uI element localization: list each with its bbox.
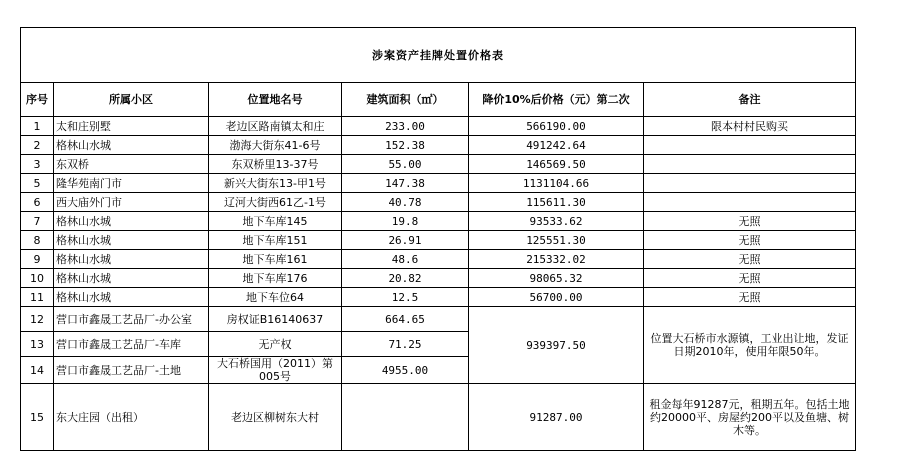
address-cell: 渤海大街东41-6号 [209,136,342,155]
area-cell: 20.82 [342,269,469,288]
row-number: 13 [21,332,54,357]
community-cell: 太和庄别墅 [54,117,209,136]
note-cell: 限本村村民购买 [644,117,856,136]
area-cell: 48.6 [342,250,469,269]
note-cell: 无照 [644,212,856,231]
price-cell: 146569.50 [469,155,644,174]
address-cell: 东双桥里13-37号 [209,155,342,174]
price-cell: 215332.02 [469,250,644,269]
price-table [20,27,856,451]
area-cell: 152.38 [342,136,469,155]
header-cell: 降价10%后价格（元）第二次 [469,83,644,117]
note-cell: 无照 [644,250,856,269]
row-number: 11 [21,288,54,307]
community-cell: 营口市鑫晟工艺品厂-办公室 [54,307,209,332]
header-cell: 位置地名号 [209,83,342,117]
row-number: 2 [21,136,54,155]
note-cell: 无照 [644,269,856,288]
header-cell: 所属小区 [54,83,209,117]
table-row [21,212,856,231]
header-cell: 序号 [21,83,54,117]
row-number: 8 [21,231,54,250]
row-number: 3 [21,155,54,174]
price-cell: 939397.50 [469,307,644,384]
address-cell: 地下车库161 [209,250,342,269]
address-cell: 地下车库151 [209,231,342,250]
row-number: 9 [21,250,54,269]
area-cell: 12.5 [342,288,469,307]
community-cell: 格林山水城 [54,231,209,250]
row-number: 5 [21,174,54,193]
row-number: 10 [21,269,54,288]
community-cell: 西大庙外门市 [54,193,209,212]
table-row [21,269,856,288]
community-cell: 格林山水城 [54,136,209,155]
row-number: 7 [21,212,54,231]
address-cell: 房权证B16140637 [209,307,342,332]
table-title: 涉案资产挂牌处置价格表 [21,28,856,83]
row-number: 1 [21,117,54,136]
price-cell: 93533.62 [469,212,644,231]
note-cell: 位置大石桥市水源镇，工业出让地，发证日期2010年，使用年限50年。 [644,307,856,384]
header-cell: 备注 [644,83,856,117]
note-cell [644,155,856,174]
area-cell: 19.8 [342,212,469,231]
area-cell: 664.65 [342,307,469,332]
community-cell: 格林山水城 [54,269,209,288]
community-cell: 格林山水城 [54,250,209,269]
community-cell: 格林山水城 [54,212,209,231]
area-cell: 147.38 [342,174,469,193]
area-cell: 26.91 [342,231,469,250]
community-cell: 营口市鑫晟工艺品厂-土地 [54,357,209,384]
row-number: 6 [21,193,54,212]
note-cell [644,193,856,212]
price-cell: 56700.00 [469,288,644,307]
community-cell: 东大庄园（出租） [54,384,209,451]
table-row [21,384,856,451]
row-number: 15 [21,384,54,451]
community-cell: 格林山水城 [54,288,209,307]
row-number: 14 [21,357,54,384]
price-cell: 1131104.66 [469,174,644,193]
address-cell: 老边区路南镇太和庄 [209,117,342,136]
area-cell [342,384,469,451]
address-cell: 地下车库145 [209,212,342,231]
table-row [21,136,856,155]
table-row [21,155,856,174]
table-row [21,231,856,250]
table-row [21,117,856,136]
row-number: 12 [21,307,54,332]
table-row [21,307,856,332]
price-cell: 115611.30 [469,193,644,212]
table-row [21,193,856,212]
price-cell: 566190.00 [469,117,644,136]
header-cell: 建筑面积（㎡） [342,83,469,117]
note-cell [644,136,856,155]
address-cell: 新兴大街东13-甲1号 [209,174,342,193]
note-cell [644,174,856,193]
area-cell: 4955.00 [342,357,469,384]
address-cell: 无产权 [209,332,342,357]
address-cell: 地下车库176 [209,269,342,288]
note-cell: 无照 [644,231,856,250]
community-cell: 隆华苑南门市 [54,174,209,193]
note-cell: 租金每年91287元，租期五年。包括土地约20000平、房屋约200平以及鱼塘、树木等。 [644,384,856,451]
area-cell: 55.00 [342,155,469,174]
note-cell: 无照 [644,288,856,307]
price-cell: 91287.00 [469,384,644,451]
table-row [21,250,856,269]
price-cell: 125551.30 [469,231,644,250]
area-cell: 71.25 [342,332,469,357]
community-cell: 营口市鑫晟工艺品厂-车库 [54,332,209,357]
header-row [21,83,856,117]
address-cell: 老边区柳树东大村 [209,384,342,451]
community-cell: 东双桥 [54,155,209,174]
address-cell: 大石桥国用（2011）第005号 [209,357,342,384]
table-row [21,288,856,307]
table-row [21,174,856,193]
address-cell: 辽河大街西61乙-1号 [209,193,342,212]
area-cell: 233.00 [342,117,469,136]
area-cell: 40.78 [342,193,469,212]
price-cell: 98065.32 [469,269,644,288]
price-cell: 491242.64 [469,136,644,155]
address-cell: 地下车位64 [209,288,342,307]
